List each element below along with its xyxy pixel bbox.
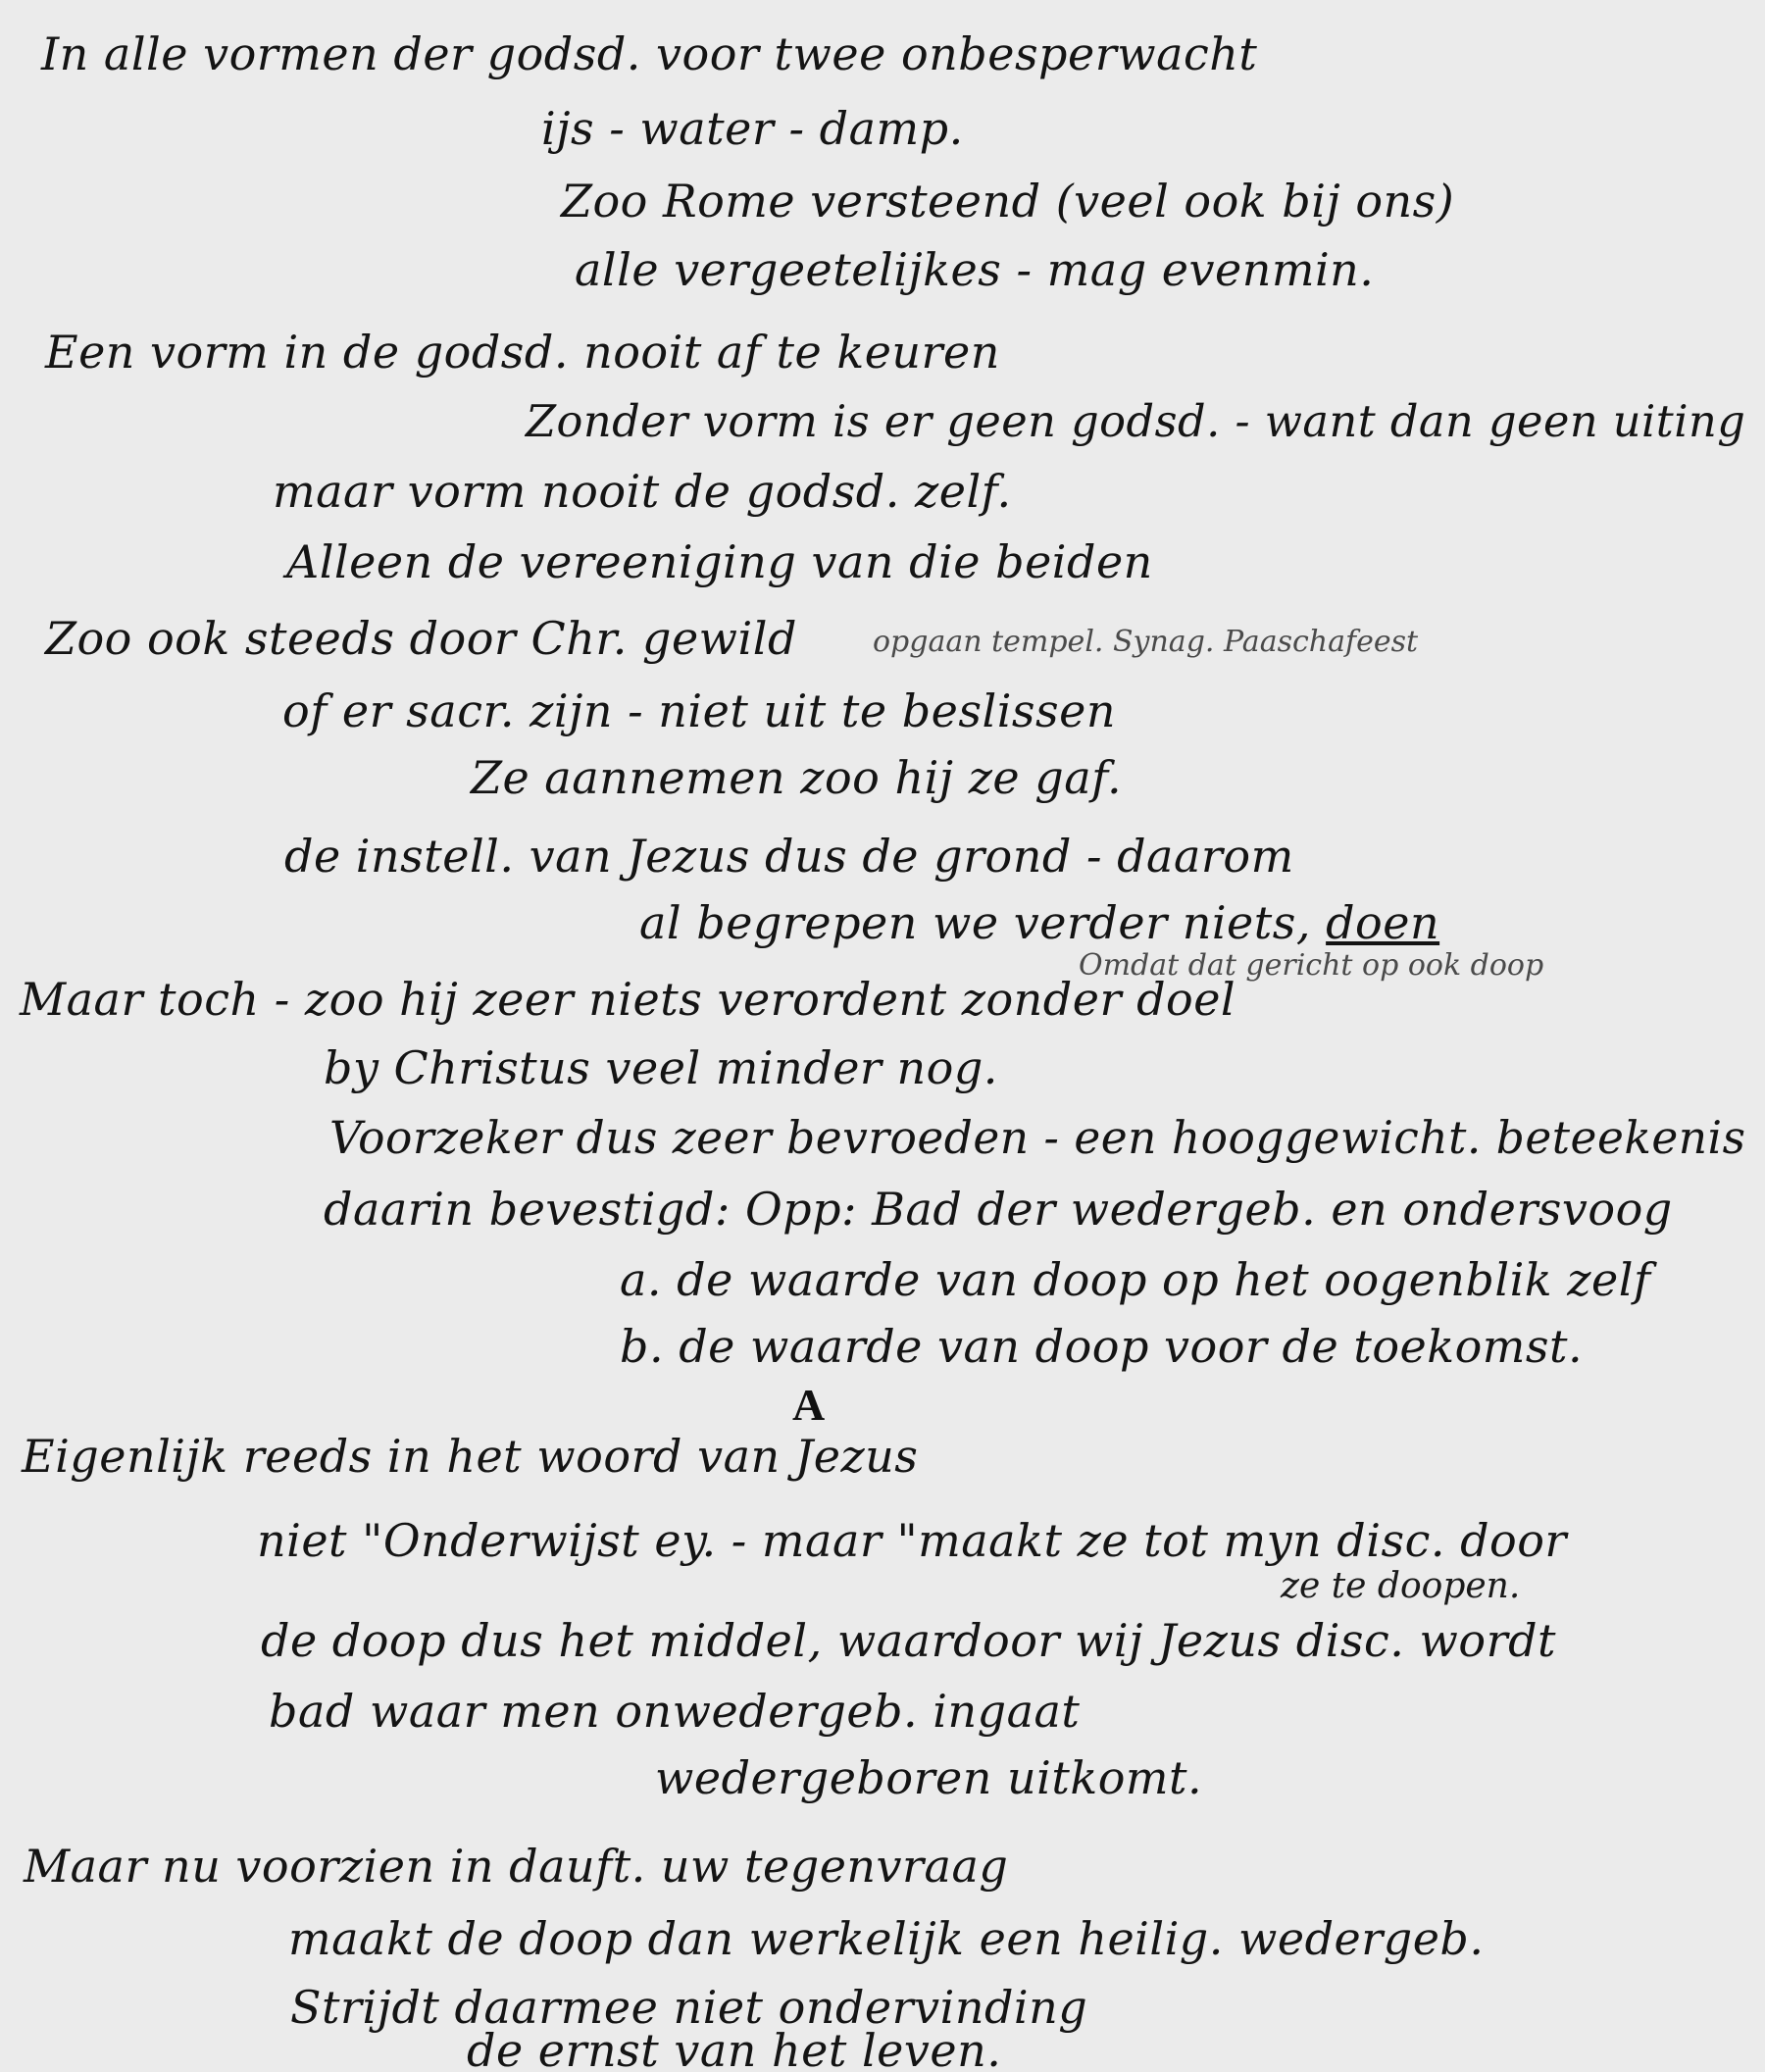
manuscript-line-24: wedergeboren uitkomt. bbox=[655, 1751, 1203, 1804]
manuscript-line-22: de doop dus het middel, waardoor wij Jezus disc. wordt bbox=[261, 1614, 1556, 1667]
manuscript-line-14: Maar toch - zoo hij zeer niets verordent zonder doel bbox=[20, 973, 1236, 1026]
manuscript-line-20: Eigenlijk reeds in het woord van Jezus bbox=[22, 1430, 919, 1483]
manuscript-line-4: alle vergeetelijkes - mag evenmin. bbox=[575, 243, 1375, 296]
manuscript-line-11: Ze aannemen zoo hij ze gaf. bbox=[471, 751, 1123, 804]
manuscript-line-15: by Christus veel minder nog. bbox=[324, 1041, 998, 1094]
manuscript-line-5: Een vorm in de godsd. nooit af te keuren bbox=[45, 326, 1000, 379]
manuscript-line-18: a. de waarde van doop op het oogenblik zelf bbox=[620, 1253, 1651, 1306]
manuscript-line-26: maakt de doop dan werkelijk een heilig. wedergeb. bbox=[288, 1912, 1485, 1965]
line-13-text: al begrepen we verder niets, doen bbox=[639, 896, 1440, 949]
manuscript-line-27: Strijdt daarmee niet ondervinding bbox=[290, 1981, 1088, 2034]
object-note: Omdat dat gericht op ook doop bbox=[1079, 948, 1544, 983]
underlined-word: doen bbox=[1326, 896, 1440, 949]
manuscript-line-1: In alle vormen der godsd. voor twee onbesperwacht bbox=[41, 27, 1258, 80]
manuscript-line-12: de instell. van Jezus dus de grond - daarom bbox=[284, 830, 1294, 883]
manuscript-line-17: daarin bevestigd: Opp: Bad der wedergeb. en ondersvoog bbox=[324, 1183, 1673, 1236]
manuscript-line-10: of er sacr. zijn - niet uit te beslissen bbox=[282, 684, 1116, 737]
manuscript-line-23: bad waar men onwedergeb. ingaat bbox=[269, 1685, 1081, 1738]
manuscript-line-28: de ernst van het leven. bbox=[467, 2024, 1002, 2072]
manuscript-line-3: Zoo Rome versteend (veel ook bij ons) bbox=[561, 175, 1455, 227]
te-dopen-note: ze te doopen. bbox=[1281, 1566, 1521, 1606]
manuscript-line-25: Maar nu voorzien in dauft. uw tegenvraag bbox=[24, 1840, 1009, 1893]
manuscript-line-13 bbox=[639, 896, 1440, 949]
manuscript-line-16: Voorzeker dus zeer bevroeden - een hooggewicht. beteekenis bbox=[329, 1112, 1746, 1164]
manuscript-line-9: Zoo ook steeds door Chr. gewild bbox=[45, 612, 797, 665]
section-letter: A bbox=[792, 1380, 826, 1430]
manuscript-line-19: b. de waarde van doop voor de toekomst. bbox=[620, 1320, 1584, 1373]
manuscript-line-2: ijs - water - damp. bbox=[541, 102, 964, 155]
manuscript-line-8: Alleen de vereeniging van die beiden bbox=[286, 535, 1153, 588]
manuscript-line-6: Zonder vorm is er geen godsd. - want dan geen uiting bbox=[526, 396, 1746, 447]
manuscript-line-7: maar vorm nooit de godsd. zelf. bbox=[273, 465, 1012, 518]
manuscript-line-21: niet "Onderwijst ey. - maar "maakt ze tot myn disc. door bbox=[257, 1514, 1567, 1567]
temple-note: opgaan tempel. Synag. Paaschafeest bbox=[873, 625, 1419, 659]
